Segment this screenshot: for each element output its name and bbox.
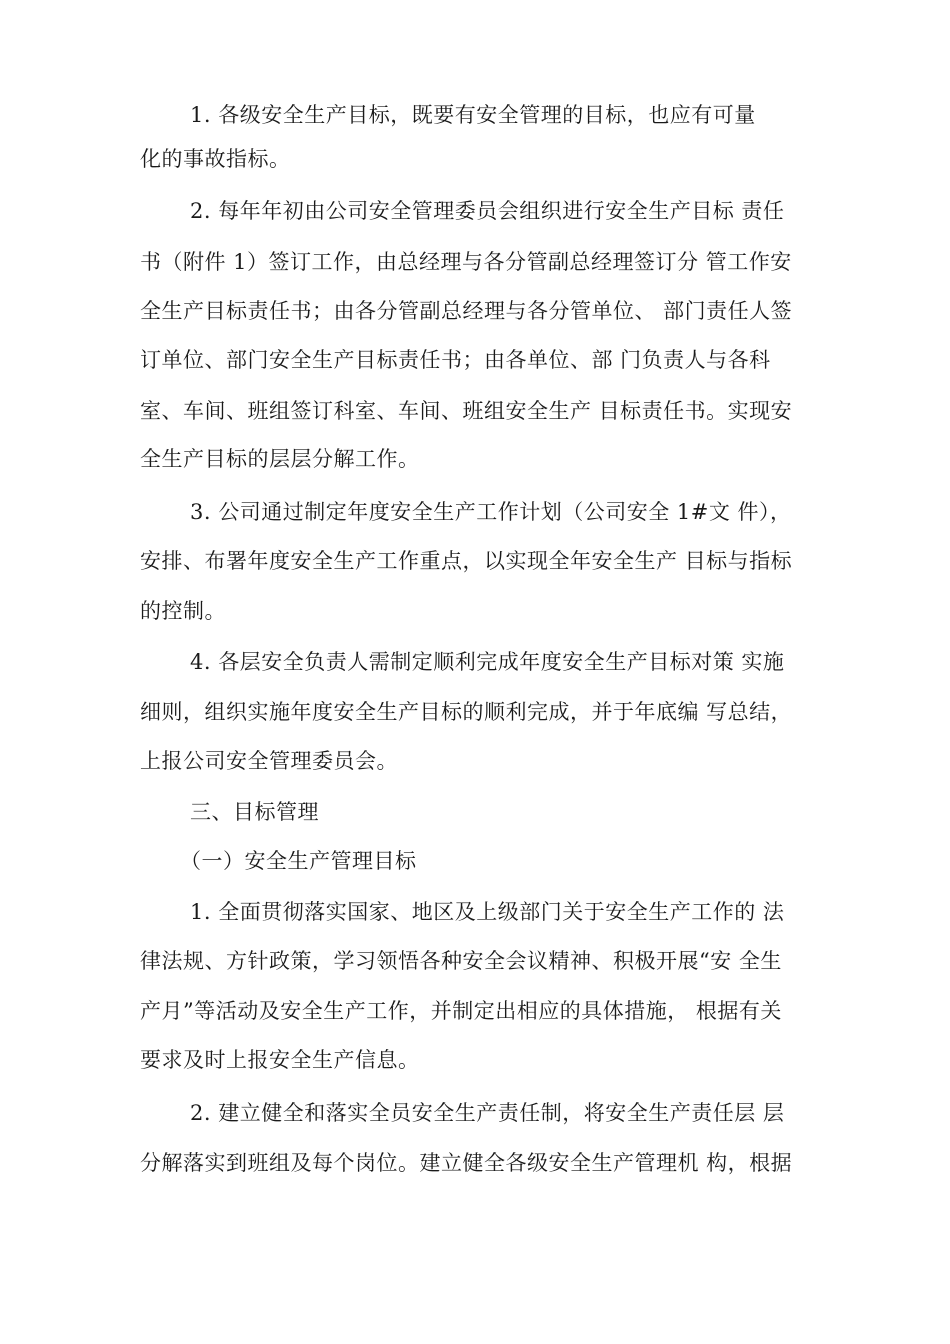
paragraph-5-line-3: 产月”等活动及安全生产工作，并制定出相应的具体措施， 根据有关 <box>140 999 782 1023</box>
subsection-heading: （一）安全生产管理目标 <box>180 849 417 873</box>
paragraph-3-line-1: 3. 公司通过制定年度安全生产工作计划（公司安全 1#文 件）， <box>190 500 792 524</box>
section-heading: 三、目标管理 <box>190 800 319 824</box>
paragraph-4-line-1: 4. 各层安全负责人需制定顺利完成年度安全生产目标对策 实施 <box>190 650 785 674</box>
paragraph-2-line-5: 室、车间、班组签订科室、车间、班组安全生产 目标责任书。实现安 <box>140 399 793 423</box>
paragraph-2-line-2: 书（附件 1）签订工作，由总经理与各分管副总经理签订分 管工作安 <box>140 250 792 274</box>
paragraph-4-line-3: 上报公司安全管理委员会。 <box>140 749 398 773</box>
paragraph-3-line-3: 的控制。 <box>140 599 226 623</box>
paragraph-6-line-2: 分解落实到班组及每个岗位。建立健全各级安全生产管理机 构，根据 <box>140 1151 793 1175</box>
paragraph-1-line-1: 1. 各级安全生产目标，既要有安全管理的目标，也应有可量 <box>190 103 756 127</box>
paragraph-2-line-4: 订单位、部门安全生产目标责任书；由各单位、部 门负责人与各科 <box>140 348 771 372</box>
paragraph-2-line-6: 全生产目标的层层分解工作。 <box>140 447 420 471</box>
paragraph-3-line-2: 安排、布署年度安全生产工作重点，以实现全年安全生产 目标与指标 <box>140 549 793 573</box>
paragraph-2-line-3: 全生产目标责任书；由各分管副总经理与各分管单位、 部门责任人签 <box>140 299 793 323</box>
paragraph-1-line-2: 化的事故指标。 <box>140 147 291 171</box>
paragraph-5-line-1: 1. 全面贯彻落实国家、地区及上级部门关于安全生产工作的 法 <box>190 900 785 924</box>
paragraph-4-line-2: 细则，组织实施年度安全生产目标的顺利完成，并于年底编 写总结， <box>140 700 793 724</box>
paragraph-2-line-1: 2. 每年年初由公司安全管理委员会组织进行安全生产目标 责任 <box>190 199 785 223</box>
paragraph-6-line-1: 2. 建立健全和落实全员安全生产责任制，将安全生产责任层 层 <box>190 1101 785 1125</box>
paragraph-5-line-2: 律法规、方针政策，学习领悟各种安全会议精神、积极开展“安 全生 <box>140 949 782 973</box>
paragraph-5-line-4: 要求及时上报安全生产信息。 <box>140 1048 420 1072</box>
